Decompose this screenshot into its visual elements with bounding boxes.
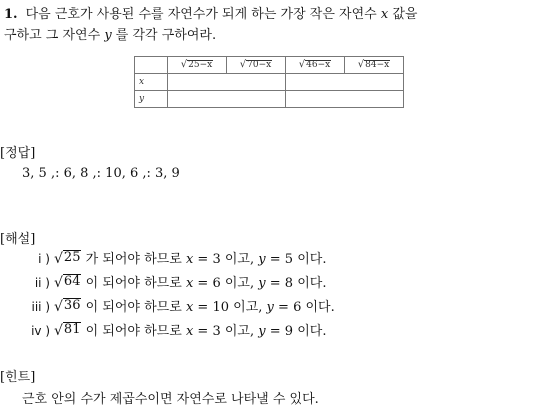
table-header-cell: √ 84−x <box>345 57 404 74</box>
radicand: 81 <box>63 322 81 338</box>
particle: 이 <box>85 276 99 291</box>
y-value: 6 <box>293 300 302 315</box>
particle: 이 <box>85 324 99 339</box>
table-header-cell: √ 70−x <box>227 57 286 74</box>
answer-title: [정답] <box>0 146 36 161</box>
y-connector: 이다. <box>297 324 327 339</box>
roman-numeral: iv ) <box>31 324 50 338</box>
sqrt-expression: √ 81 <box>54 322 81 339</box>
explanation-title: [해설] <box>0 232 36 247</box>
var-x: x <box>185 324 194 339</box>
table-row-y <box>135 91 404 108</box>
var-y: y <box>258 324 266 339</box>
y-connector: 이다. <box>297 276 327 291</box>
table-header-row <box>135 57 404 74</box>
radicand-84-x: 84−x <box>365 59 390 70</box>
y-value: 5 <box>284 252 294 267</box>
explanation-item-3: iii ) √ 36 이 되어야 하므로 x = 10 이고, y = 6 이다. <box>22 296 335 315</box>
particle: 가 <box>85 252 99 267</box>
table-corner-cell <box>135 57 168 74</box>
radicand-25-x: 25−x <box>188 59 213 70</box>
table-cell-empty <box>286 91 404 108</box>
row-label-x: x <box>135 74 168 91</box>
hint-title: [힌트] <box>0 370 36 385</box>
x-value: 10 <box>212 300 229 315</box>
radicand-70-x: 70−x <box>247 59 272 70</box>
table-cell-empty <box>168 74 286 91</box>
table-header-cell: √ 25−x <box>168 57 227 74</box>
var-x: x <box>185 276 194 291</box>
x-connector: 이고, <box>224 276 255 291</box>
sqrt-expression: √ 36 <box>54 298 81 315</box>
table-row-x <box>135 74 404 91</box>
hint-text: 근호 안의 수가 제곱수이면 자연수로 나타낼 수 있다. <box>22 392 319 407</box>
roman-numeral: i ) <box>38 252 50 266</box>
answer-table <box>134 56 404 108</box>
var-y: y <box>104 28 112 43</box>
y-value: 9 <box>284 324 294 339</box>
radicand: 64 <box>63 274 81 290</box>
explanation-item-2: ii ) √ 64 이 되어야 하므로 x = 6 이고, y = 8 이다. <box>22 272 326 291</box>
answer-text: 3, 5 ,: 6, 8 ,: 10, 6 ,: 3, 9 <box>22 166 180 181</box>
x-connector: 이고, <box>233 300 263 315</box>
radicand: 25 <box>63 250 81 266</box>
radicand-46-x: 46−x <box>306 59 331 70</box>
y-connector: 이다. <box>305 300 335 315</box>
var-x: x <box>380 7 389 22</box>
sqrt-expression: √ 64 <box>54 274 81 291</box>
problem-text-1a: 다음 근호가 사용된 수를 자연수가 되게 하는 가장 작은 자연수 <box>25 7 381 22</box>
problem-text-1b: 값을 <box>388 7 418 22</box>
problem-text-2b: 를 각각 구하여라. <box>111 28 217 43</box>
x-value: 6 <box>212 276 221 291</box>
problem-number: 1. <box>4 7 18 22</box>
roman-numeral: ii ) <box>34 276 50 290</box>
var-x: x <box>185 300 194 315</box>
table-cell-empty <box>286 74 404 91</box>
particle: 이 <box>85 300 99 315</box>
x-value: 3 <box>212 324 221 339</box>
problem-text-2a: 구하고 그 자연수 <box>4 28 105 43</box>
explanation-item-4: iv ) √ 81 이 되어야 하므로 x = 3 이고, y = 9 이다. <box>22 320 326 339</box>
explanation-text: 되어야 하므로 <box>102 300 182 315</box>
x-connector: 이고, <box>224 324 255 339</box>
var-y: y <box>258 252 266 267</box>
x-connector: 이고, <box>224 252 255 267</box>
y-connector: 이다. <box>297 252 327 267</box>
var-y: y <box>258 276 266 291</box>
x-value: 3 <box>212 252 221 267</box>
problem-line-1 <box>4 3 417 22</box>
sqrt-expression: √ 25 <box>54 250 81 267</box>
row-label-y: y <box>135 91 168 108</box>
var-y: y <box>266 300 274 315</box>
explanation-text: 되어야 하므로 <box>102 324 182 339</box>
problem-line-2 <box>4 24 216 43</box>
table-header-cell: √ 46−x <box>286 57 345 74</box>
table-cell-empty <box>168 91 286 108</box>
explanation-text: 되어야 하므로 <box>102 276 182 291</box>
y-value: 8 <box>284 276 294 291</box>
radicand: 36 <box>63 298 81 314</box>
var-x: x <box>185 252 194 267</box>
explanation-item-1: i ) √ 25 가 되어야 하므로 x = 3 이고, y = 5 이다. <box>22 248 326 267</box>
roman-numeral: iii ) <box>31 300 50 314</box>
explanation-text: 되어야 하므로 <box>102 252 182 267</box>
